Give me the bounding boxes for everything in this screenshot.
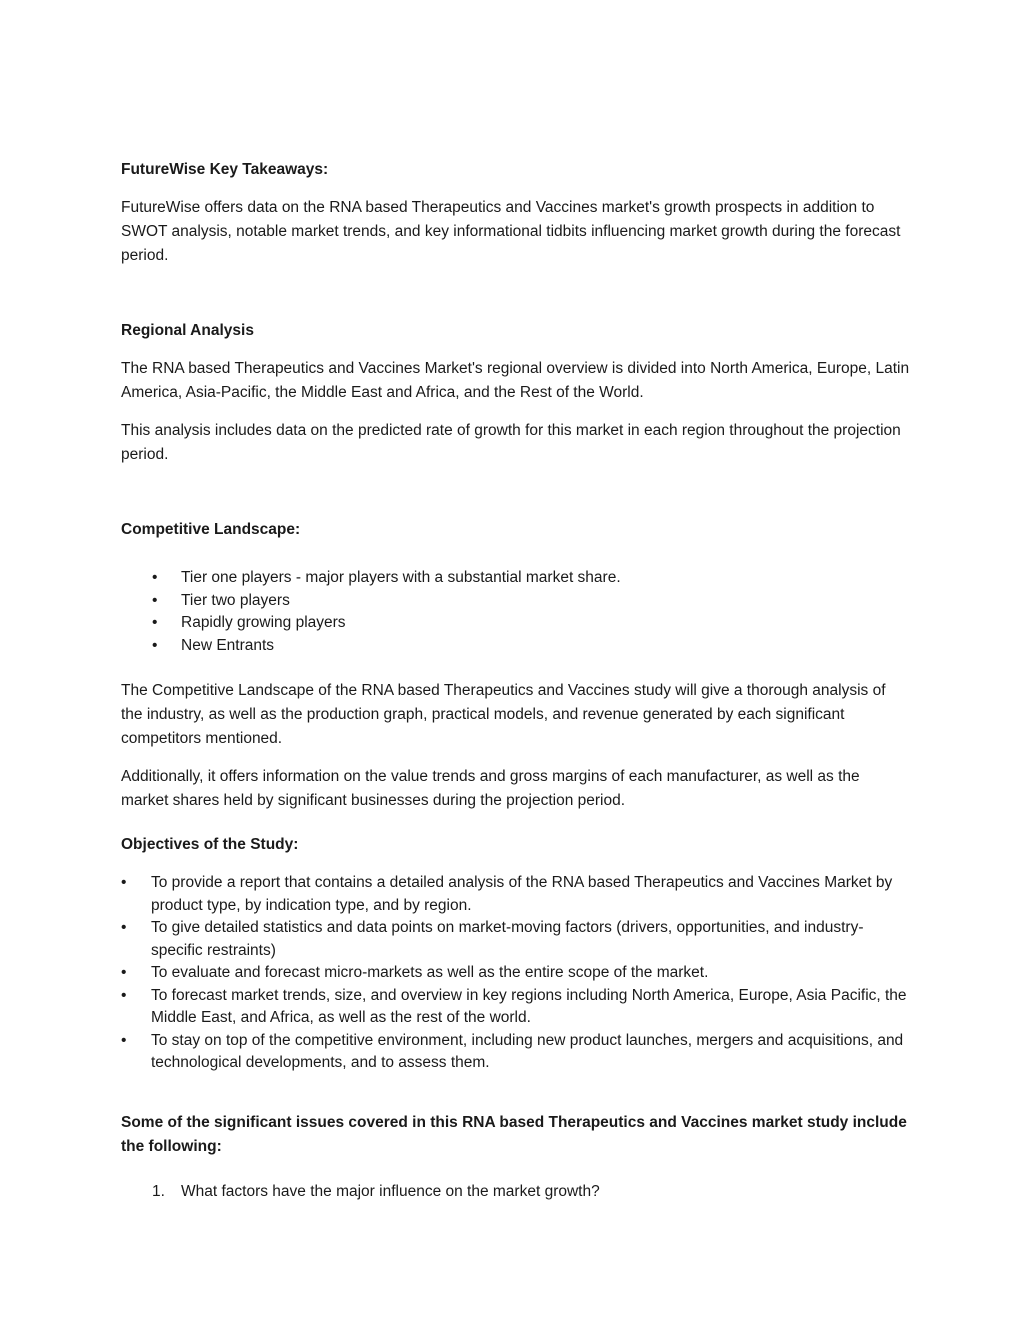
list-item: [121, 962, 911, 985]
bullet-icon: •: [121, 964, 127, 981]
list-item-text: Tier one players - major players with a substantial market share.: [181, 569, 621, 586]
list-item-text: To provide a report that contains a detailed analysis of the RNA based Therapeutics and Vaccines Market by product type, by indication type, and by region.: [151, 874, 893, 914]
regional-paragraph-1: The RNA based Therapeutics and Vaccines Market's regional overview is divided into North America, Europe, Latin America, Asia-Pacific, the Middle East and Africa, and the Rest of the World.: [121, 360, 910, 401]
takeaways-heading: FutureWise Key Takeaways:: [121, 161, 329, 178]
bullet-icon: •: [152, 591, 158, 609]
list-item: [121, 590, 911, 613]
list-item-text: To give detailed statistics and data points on market-moving factors (drivers, opportunities, and industry-specific restraints): [151, 919, 864, 959]
list-item-text: Tier two players: [181, 591, 290, 609]
regional-paragraph-2: This analysis includes data on the predicted rate of growth for this market in each region throughout the projection period.: [121, 422, 901, 463]
list-item: [121, 1181, 911, 1204]
list-item-text: To forecast market trends, size, and overview in key regions including North America, Europe, Asia Pacific, the Middle East, and Africa, as well as the rest of the world.: [151, 986, 907, 1026]
bullet-icon: •: [152, 569, 158, 586]
issues-heading: Some of the significant issues covered in this RNA based Therapeutics and Vaccines market study include the following:: [121, 1114, 907, 1155]
bullet-icon: •: [121, 986, 127, 1004]
competitive-heading: Competitive Landscape:: [121, 521, 301, 538]
list-item-text: New Entrants: [181, 636, 275, 654]
list-item: [121, 635, 911, 658]
issues-numbered-list: [121, 1181, 911, 1204]
list-item-text: To evaluate and forecast micro-markets as well as the entire scope of the market.: [151, 964, 709, 981]
regional-heading: Regional Analysis: [121, 322, 254, 339]
list-item-text: Rapidly growing players: [181, 614, 346, 631]
list-item: [121, 917, 911, 962]
bullet-icon: •: [152, 636, 158, 654]
competitive-bullet-list: [121, 567, 911, 657]
list-item: [121, 985, 911, 1030]
competitive-paragraph-2: Additionally, it offers information on the value trends and gross margins of each manufacturer, as well as the market shares held by significant businesses during the projection period.: [121, 768, 860, 809]
list-item-text: What factors have the major influence on the market growth?: [181, 1183, 600, 1200]
list-item: [121, 872, 911, 917]
bullet-icon: •: [121, 874, 127, 891]
bullet-icon: •: [121, 1031, 127, 1049]
objectives-list: [121, 872, 911, 1075]
list-item: [121, 612, 911, 635]
takeaways-body: FutureWise offers data on the RNA based Therapeutics and Vaccines market's growth prospects in addition to SWOT analysis, notable market trends, and key informational tidbits influencing market growth during the forecast period.: [121, 199, 901, 264]
list-item: [121, 567, 911, 590]
list-item: [121, 1030, 911, 1075]
competitive-paragraph-1: The Competitive Landscape of the RNA based Therapeutics and Vaccines study will give a thorough analysis of the industry, as well as the production graph, practical models, and revenue generated by each significant competitors mentioned.: [121, 682, 886, 747]
list-item-text: To stay on top of the competitive environment, including new product launches, mergers and acquisitions, and technological developments, and to assess them.: [151, 1031, 904, 1071]
bullet-icon: •: [121, 919, 127, 936]
list-number: 1.: [152, 1183, 165, 1200]
objectives-heading: Objectives of the Study:: [121, 836, 299, 853]
bullet-icon: •: [152, 614, 158, 631]
